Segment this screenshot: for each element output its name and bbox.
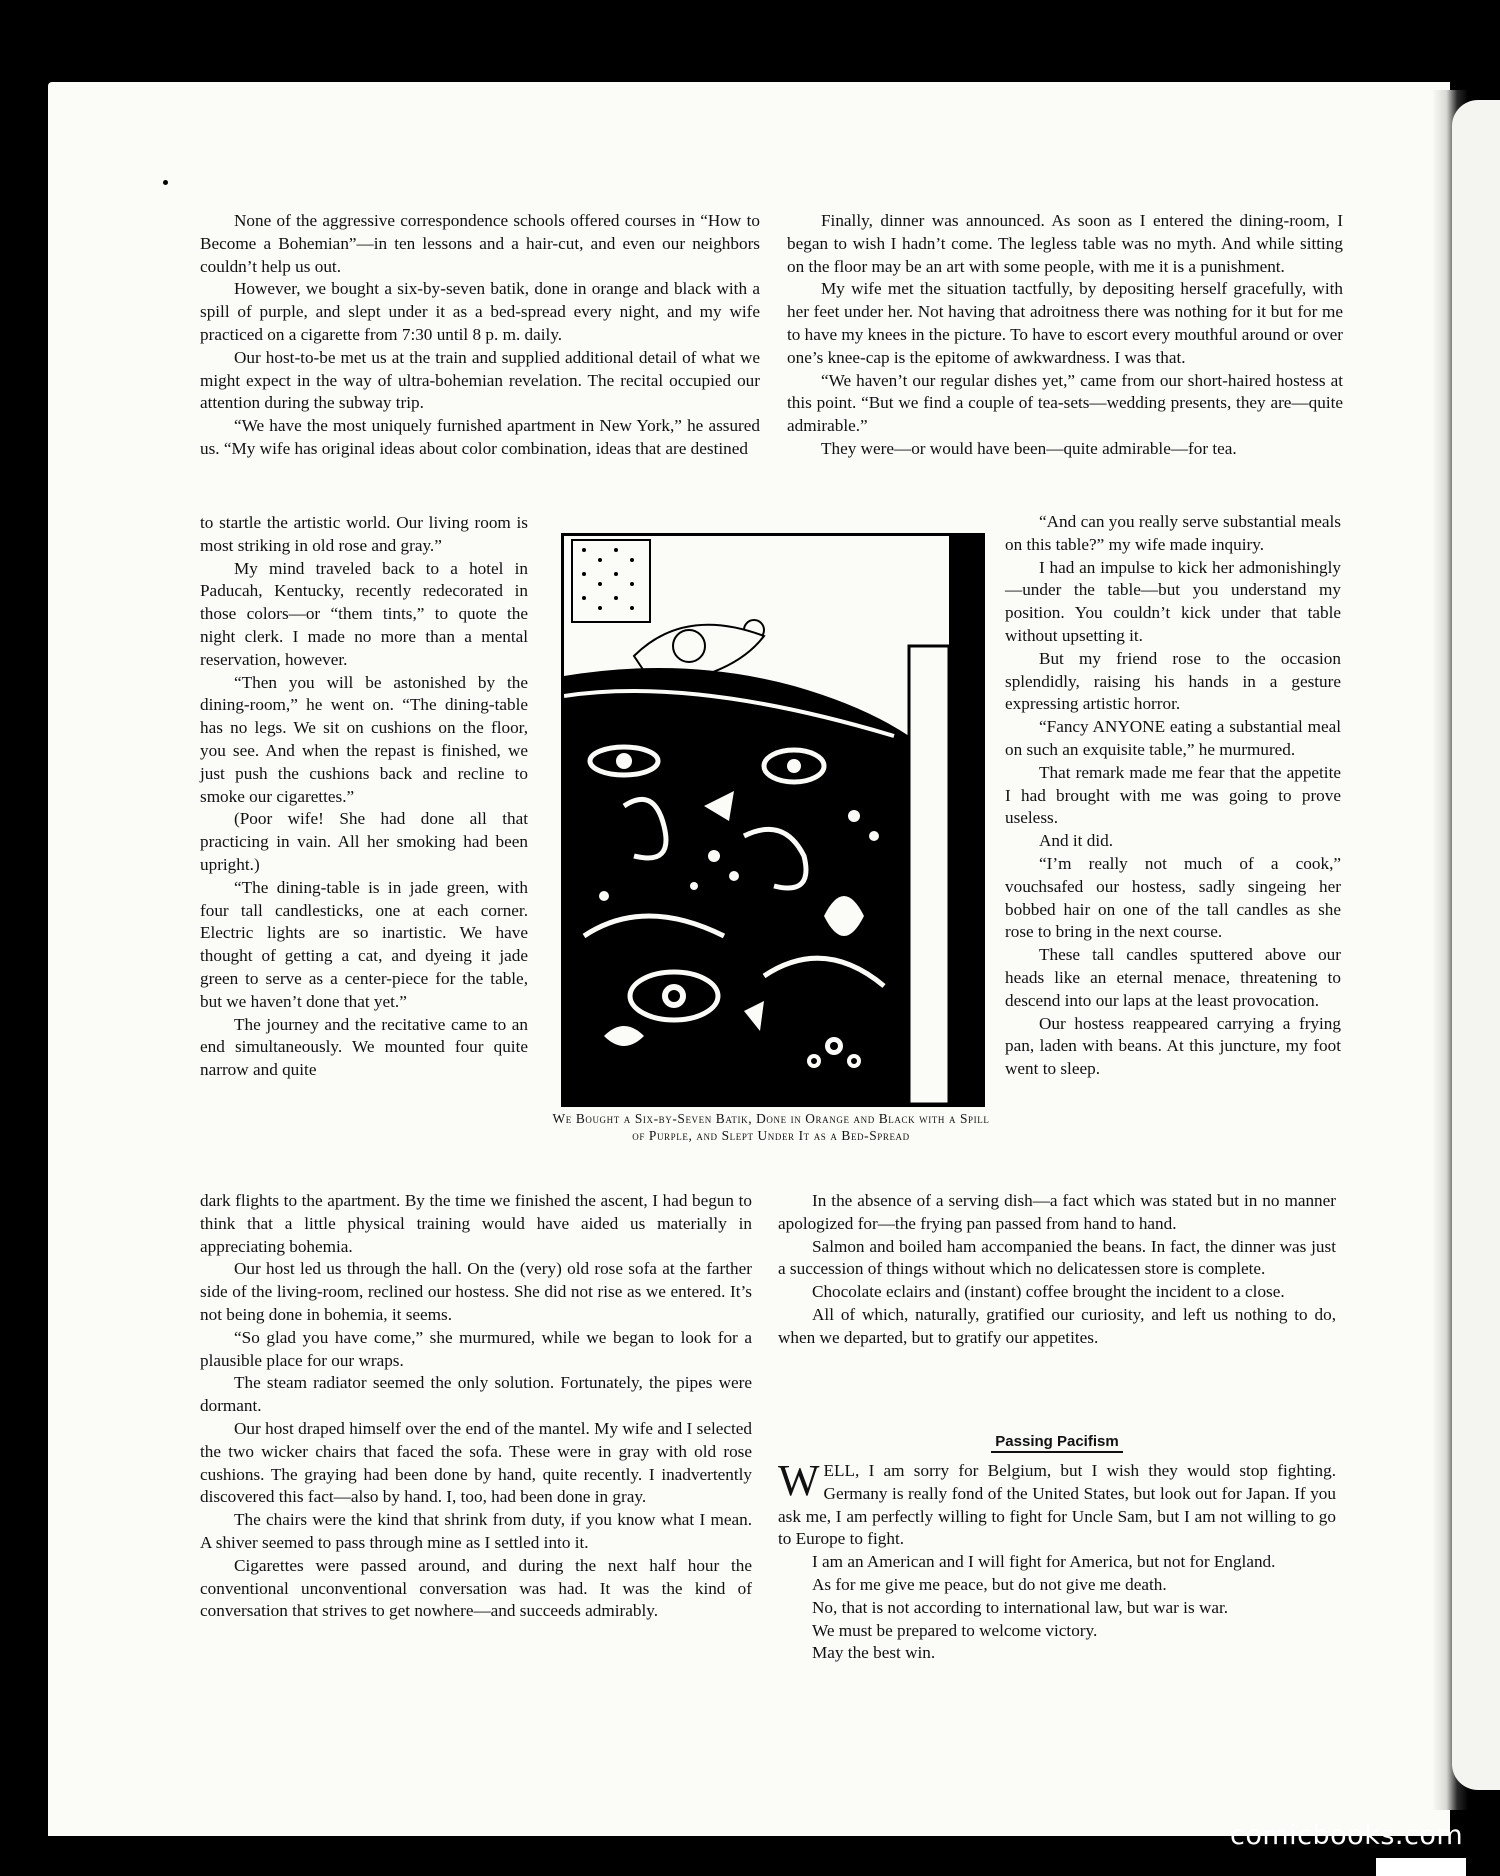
paragraph-text: ELL, I am sorry for Belgium, but I wish they would stop fighting. Germany is really fond of the United States, but look out for Japan. If you ask me, I am perfectly willing to fight for Uncle Sam, but I am not willing to go to Europe to fight. (778, 1461, 1336, 1549)
paragraph: The chairs were the kind that shrink from duty, if you know what I mean. A shiver seemed to pass through mine as I settled into it. (200, 1510, 752, 1552)
paragraph: As for me give me peace, but do not give me death. (812, 1574, 1167, 1594)
passing-pacifism-article (778, 1456, 1336, 1665)
left-column-beside-figure (200, 512, 528, 1082)
paragraph: Our host-to-be met us at the train and supplied additional detail of what we might expect in the way of ultra-bohemian revelation. The recital occupied our attention during the subway trip. (200, 347, 760, 413)
paragraph: The journey and the recitative came to an end simultaneously. We mounted four quite narrow and quite (200, 1014, 528, 1080)
paragraph: They were—or would have been—quite admirable—for tea. (821, 438, 1237, 458)
paragraph: None of the aggressive correspondence schools offered courses in “How to Become a Bohemian”—in ten lessons and a hair-cut, and even our neighbors couldn’t help us out. (200, 211, 760, 276)
paragraph: Cigarettes were passed around, and during the next half hour the conventional unconventional conversation was had. It was the kind of conversation that strives to get nowhere—and succeeds admirably. (200, 1555, 752, 1621)
section-title-text: Passing Pacifism (991, 1433, 1122, 1453)
paragraph: However, we bought a six-by-seven batik, done in orange and black with a spill of purple, and slept under it as a bed-spread every night, and my wife practiced on a cigarette from 7:30 until 8 p. m. daily. (200, 279, 760, 344)
drop-cap: W (778, 1456, 820, 1505)
paragraph: Chocolate eclairs and (instant) coffee brought the incident to a close. (812, 1282, 1285, 1302)
paragraph: “So glad you have come,” she murmured, while we began to look for a plausible place for our wraps. (200, 1327, 752, 1370)
batik-illustration (561, 533, 985, 1107)
paragraph: All of which, naturally, gratified our curiosity, and left us nothing to do, when we departed, but to gratify our appetites. (778, 1304, 1336, 1347)
paragraph: “The dining-table is in jade green, with four tall candlesticks, one at each corner. Electric lights are so inartistic. We have thought of getting a cat, and dyeing it jade green to serve as a center-piece for the table, but we haven’t done that yet.” (200, 877, 528, 1011)
right-column-top (787, 210, 1343, 461)
paragraph: “We haven’t our regular dishes yet,” came from our short-haired hostess at this point. “But we find a couple of tea-sets—wedding presents, they are—quite admirable.” (787, 370, 1343, 436)
paragraph: And it did. (1039, 831, 1114, 851)
right-column-beside-figure (1005, 511, 1341, 1081)
paragraph: Finally, dinner was announced. As soon as I entered the dining-room, I began to wish I hadn’t come. The legless table was no myth. And while sitting on the floor may be an art with some people, with me it is a punishment. (787, 211, 1343, 276)
paragraph: Our host led us through the hall. On the (very) old rose sofa at the farther side of the living-room, reclined our hostess. She did not rise as we entered. It’s not being done in bohemia, it seems. (200, 1259, 752, 1324)
right-column-bottom (778, 1190, 1336, 1350)
paragraph: We must be prepared to welcome victory. (812, 1620, 1098, 1640)
paragraph: I had an impulse to kick her admonishingly—under the table—but you understand my position. You couldn’t kick under that table without upsetting it. (1005, 557, 1341, 645)
paragraph: But my friend rose to the occasion splendidly, raising his hands in a gesture expressing artistic horror. (1005, 648, 1341, 714)
watermark: comicbooks.com (1230, 1820, 1464, 1851)
next-page-edge (1452, 100, 1500, 1790)
paragraph: “We have the most uniquely furnished apartment in New York,” he assured us. “My wife has original ideas about color combination, ideas that are destined (200, 416, 760, 458)
paragraph: No, that is not according to international law, but war is war. (812, 1597, 1229, 1617)
paragraph: “And can you really serve substantial meals on this table?” my wife made inquiry. (1005, 512, 1341, 554)
section-title (778, 1433, 1336, 1450)
paragraph: My wife met the situation tactfully, by depositing herself gracefully, with her feet under her. Not having that adroitness there was nothing for it but for me to have my knees in the picture. To have to escort every mouthful around or over one’s knee-cap is the epitome of awkwardness. I was that. (787, 279, 1343, 367)
paragraph: That remark made me fear that the appetite I had brought with me was going to prove useless. (1005, 762, 1341, 828)
paragraph: dark flights to the apartment. By the time we finished the ascent, I had begun to think that a little physical training would have aided us materially in appreciating bohemia. (200, 1191, 752, 1256)
paragraph: May the best win. (812, 1643, 936, 1663)
paragraph: My mind traveled back to a hotel in Paducah, Kentucky, recently redecorated in those colors—or “them tints,” to quote the night clerk. I made no more than a mental reservation, however. (200, 558, 528, 669)
paragraph: Our hostess reappeared carrying a frying pan, laden with beans. At this juncture, my foot went to sleep. (1005, 1013, 1341, 1079)
paragraph: “I’m really not much of a cook,” vouchsafed our hostess, sadly singeing her bobbed hair on one of the tall candles as she rose to bring in the next course. (1005, 853, 1341, 942)
paragraph: In the absence of a serving dish—a fact which was stated but in no manner apologized for—the frying pan passed from hand to hand. (778, 1191, 1336, 1233)
bed-spread-drawing (564, 536, 982, 1104)
paragraph (778, 1456, 1336, 1551)
paragraph: “Then you will be astonished by the dining-room,” he went on. “The dining-table has no legs. We sit on cushions on the floor, you see. And when the repast is finished, we just push the cushions back and recline to smoke our cigarettes.” (200, 672, 528, 806)
paragraph: Salmon and boiled ham accompanied the beans. In fact, the dinner was just a succession of things without which no delicatessen store is complete. (778, 1236, 1336, 1279)
paragraph: to startle the artistic world. Our living room is most striking in old rose and gray.” (200, 513, 528, 555)
left-column-bottom (200, 1190, 752, 1623)
scan-corner-mark (1376, 1858, 1466, 1876)
paragraph: These tall candles sputtered above our heads like an eternal menace, threatening to descend into our laps at the least provocation. (1005, 945, 1341, 1010)
paragraph: (Poor wife! She had done all that practicing in vain. All her smoking had been upright.) (200, 809, 528, 874)
paragraph: “Fancy ANYONE eating a substantial meal on such an exquisite table,” he murmured. (1005, 717, 1341, 759)
figure-caption: We Bought a Six-by-Seven Batik, Done in Orange and Black with a Spill of Purple, and Slept Under It as a Bed-Spread (552, 1111, 990, 1143)
paragraph: Our host draped himself over the end of the mantel. My wife and I selected the two wicker chairs that faced the sofa. These were in gray with old rose cushions. The graying had been done by hand, quite recently. I inadvertently discovered this fact—also by hand. I, too, had been done in gray. (200, 1418, 752, 1507)
left-column-top (200, 210, 760, 461)
paragraph: The steam radiator seemed the only solution. Fortunately, the pipes were dormant. (200, 1373, 752, 1416)
paragraph: I am an American and I will fight for America, but not for England. (812, 1552, 1276, 1572)
page-mark (163, 180, 168, 185)
